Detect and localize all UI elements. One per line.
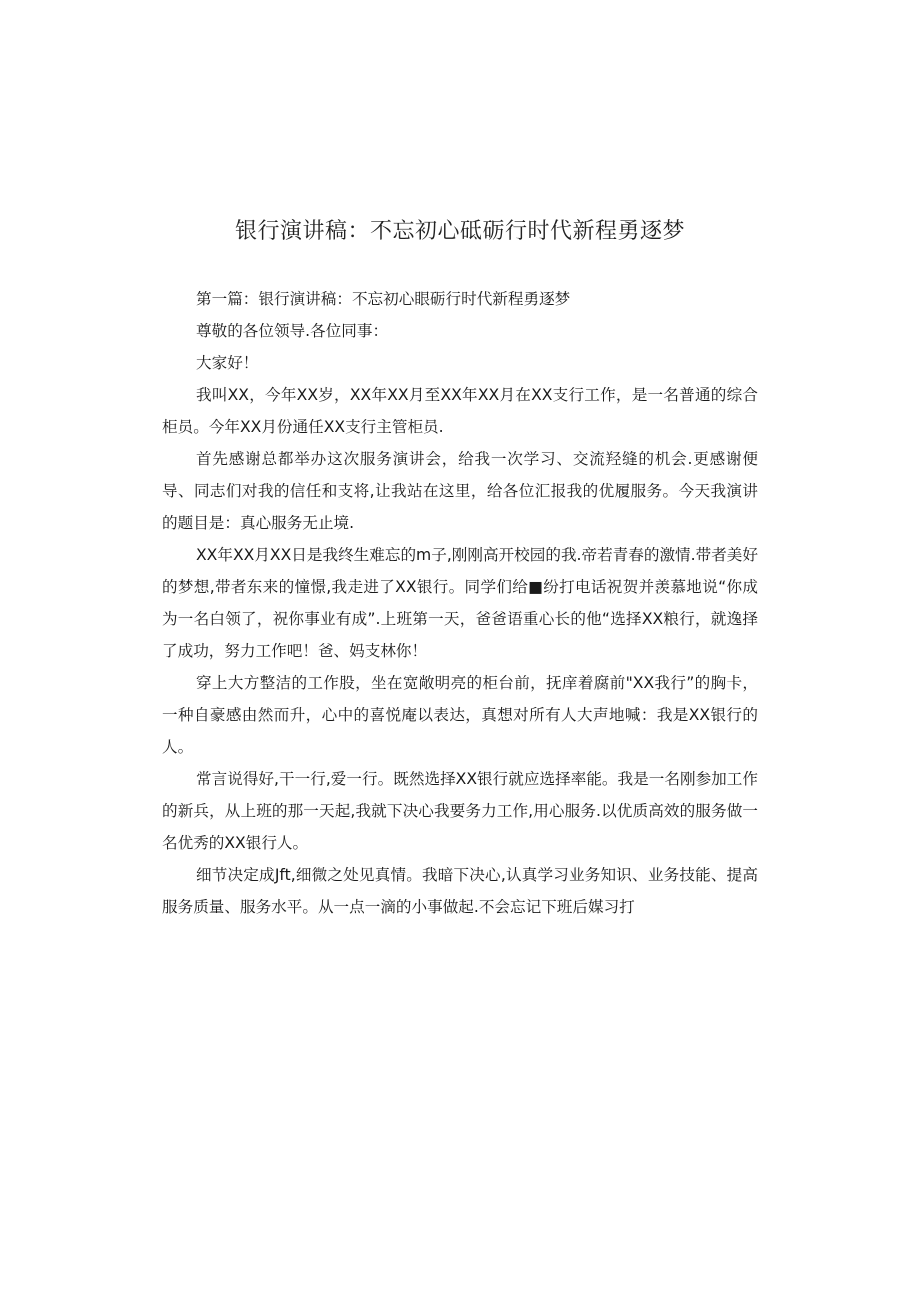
paragraph-first-day: XX年XX月XX日是我终生难忘的m子,刚刚高开校园的我.帝若青春的激情.带者美好的梦想,带者东来的憧憬,我走进了XX银行。同学们给■纷打电话祝贺并羡慕地说“你成为一名白领了，祝你事业有成”.上班第一天，爸爸语重心长的他“选择XX粮行，就逸择了成功，努力工作吧！爸、妈支林你！	[162, 546, 758, 660]
paragraph-introduction: 我叫XX，今年XX岁，XX年XX月至XX年XX月在XX支行工作，是一名普通的综合柜员。今年XX月份通任XX支行主管柜员.	[162, 386, 758, 436]
paragraph-heading: 第一篇：银行演讲稿：不忘初心眼砺行时代新程勇逐梦	[196, 290, 571, 308]
paragraph-thanks: 首先感谢总都举办这次服务演讲会，给我一次学习、交流羟缝的机会.更感谢便导、同志们对我的信任和支将,让我站在这里，给各位汇报我的优履服务。今天我演讲的题目是：真心服务无止境.	[162, 450, 758, 532]
document-body	[162, 283, 758, 923]
paragraph-commitment: 常言说得好,干一行,爱一行。既然选择XX银行就应选择率能。我是一名刚参加工作的新兵，从上班的那一天起,我就下决心我要务力工作,用心服务.以优质高效的服务做一名优秀的XX银行人。	[162, 770, 758, 852]
paragraph-salutation: 尊敬的各位领导.各位同事：	[196, 322, 389, 340]
document-title: 银行演讲稿：不忘初心砥砺行时代新程勇逐梦	[234, 219, 685, 244]
paragraph-pride: 穿上大方整洁的工作股，坐在宽敞明亮的柜台前，抚庠着腐前"XX我行”的胸卡，一种自豪感由然而升，心中的喜悦庵以表达，真想对所有人大声地喊：我是XX银行的人。	[162, 674, 758, 756]
paragraph-greeting: 大家好！	[196, 354, 259, 372]
paragraph-details: 细节决定成Jft,细微之处见真情。我暗下决心,认真学习业务知识、业务技能、提高服务质量、服务水平。从一点一滴的小事做起.不会忘记下班后媒习打	[162, 866, 758, 916]
